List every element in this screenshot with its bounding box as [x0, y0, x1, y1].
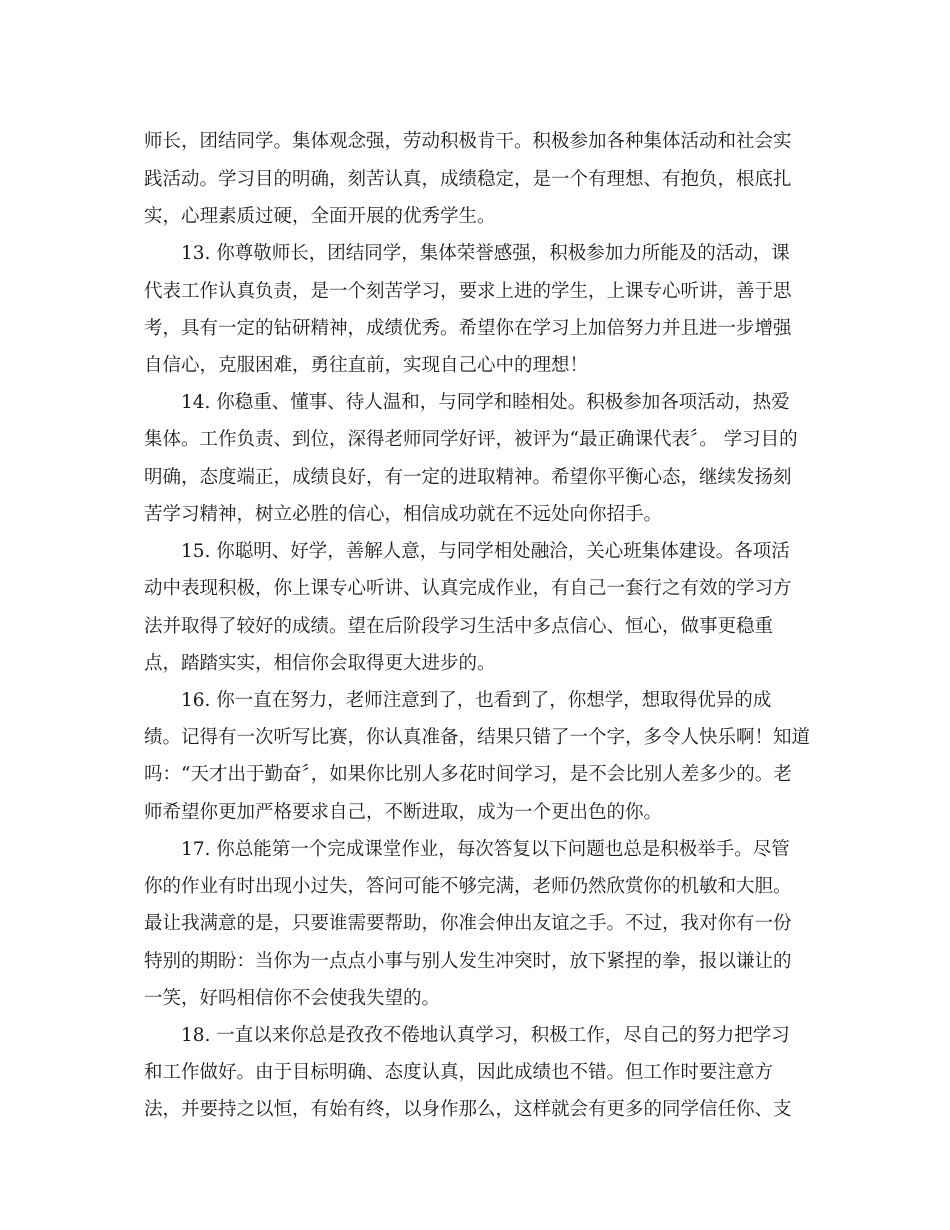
- text-line: 师长，团结同学。集体观念强，劳动积极肯干。积极参加各种集体活动和社会实: [144, 131, 792, 152]
- text-line: 践活动。学习目的明确，刻苦认真，成绩稳定，是一个有理想、有抱负，根底扎: [144, 169, 792, 190]
- text-line: 绩。记得有一次听写比赛，你认真准备，结果只错了一个字，多令人快乐啊！知道: [144, 727, 811, 748]
- text-line: 动中表现积极，你上课专心听讲、认真完成作业，有自己一套行之有效的学习方: [144, 578, 792, 599]
- text-line: 你的作业有时出现小过失，答问可能不够完满，老师仍然欣赏你的机敏和大胆。: [144, 876, 792, 897]
- text-line: 点，踏踏实实，相信你会取得更大进步的。: [144, 653, 496, 674]
- paragraph-15-start: 15. 你聪明、好学，善解人意，与同学相处融洽，关心班集体建设。各项活: [181, 541, 790, 562]
- paragraph-14-start: 14. 你稳重、懂事、待人温和，与同学和睦相处。积极参加各项活动，热爱: [181, 392, 790, 413]
- text-line: 自信心，克服困难，勇往直前，实现自己心中的理想！: [144, 355, 589, 376]
- text-line: 明确，态度端正，成绩良好，有一定的进取精神。希望你平衡心态，继续发扬刻: [144, 467, 792, 488]
- text-line: 实，心理素质过硬，全面开展的优秀学生。: [144, 206, 496, 227]
- text-line: 代表工作认真负责，是一个刻苦学习，要求上进的学生，上课专心听讲，善于思: [144, 281, 792, 302]
- text-line: 苦学习精神，树立必胜的信心，相信成功就在不远处向你招手。: [144, 504, 663, 525]
- text-line: 集体。工作负责、到位，深得老师同学好评，被评为“最正确课代表〞。 学习目的: [144, 429, 798, 450]
- text-line: 特别的期盼：当你为一点点小事与别人发生冲突时，放下紧捏的拳，报以谦让的: [144, 951, 792, 972]
- paragraph-13-start: 13. 你尊敬师长，团结同学，集体荣誉感强，积极参加力所能及的活动，课: [181, 243, 790, 264]
- paragraph-16-start: 16. 你一直在努力，老师注意到了，也看到了，你想学，想取得优异的成: [181, 690, 772, 711]
- text-line: 法，并要持之以恒，有始有终，以身作那么，这样就会有更多的同学信任你、支: [144, 1099, 792, 1120]
- text-line: 一笑，好吗相信你不会使我失望的。: [144, 988, 441, 1009]
- paragraph-17-start: 17. 你总能第一个完成课堂作业，每次答复以下问题也总是积极举手。尽管: [181, 839, 790, 860]
- text-line: 和工作做好。由于目标明确、态度认真，因此成绩也不错。但工作时要注意方: [144, 1062, 774, 1083]
- text-line: 吗：“天才出于勤奋〞，如果你比别人多花时间学习，是不会比别人差多少的。老: [144, 764, 792, 785]
- text-line: 法并取得了较好的成绩。望在后阶段学习生活中多点信心、恒心，做事更稳重: [144, 616, 774, 637]
- paragraph-18-start: 18. 一直以来你总是孜孜不倦地认真学习，积极工作，尽自己的努力把学习: [181, 1025, 790, 1046]
- text-line: 考，具有一定的钻研精神，成绩优秀。希望你在学习上加倍努力并且进一步增强: [144, 318, 792, 339]
- text-line: 最让我满意的是，只要谁需要帮助，你准会伸出友谊之手。不过，我对你有一份: [144, 913, 792, 934]
- text-line: 师希望你更加严格要求自己，不断进取，成为一个更出色的你。: [144, 802, 663, 823]
